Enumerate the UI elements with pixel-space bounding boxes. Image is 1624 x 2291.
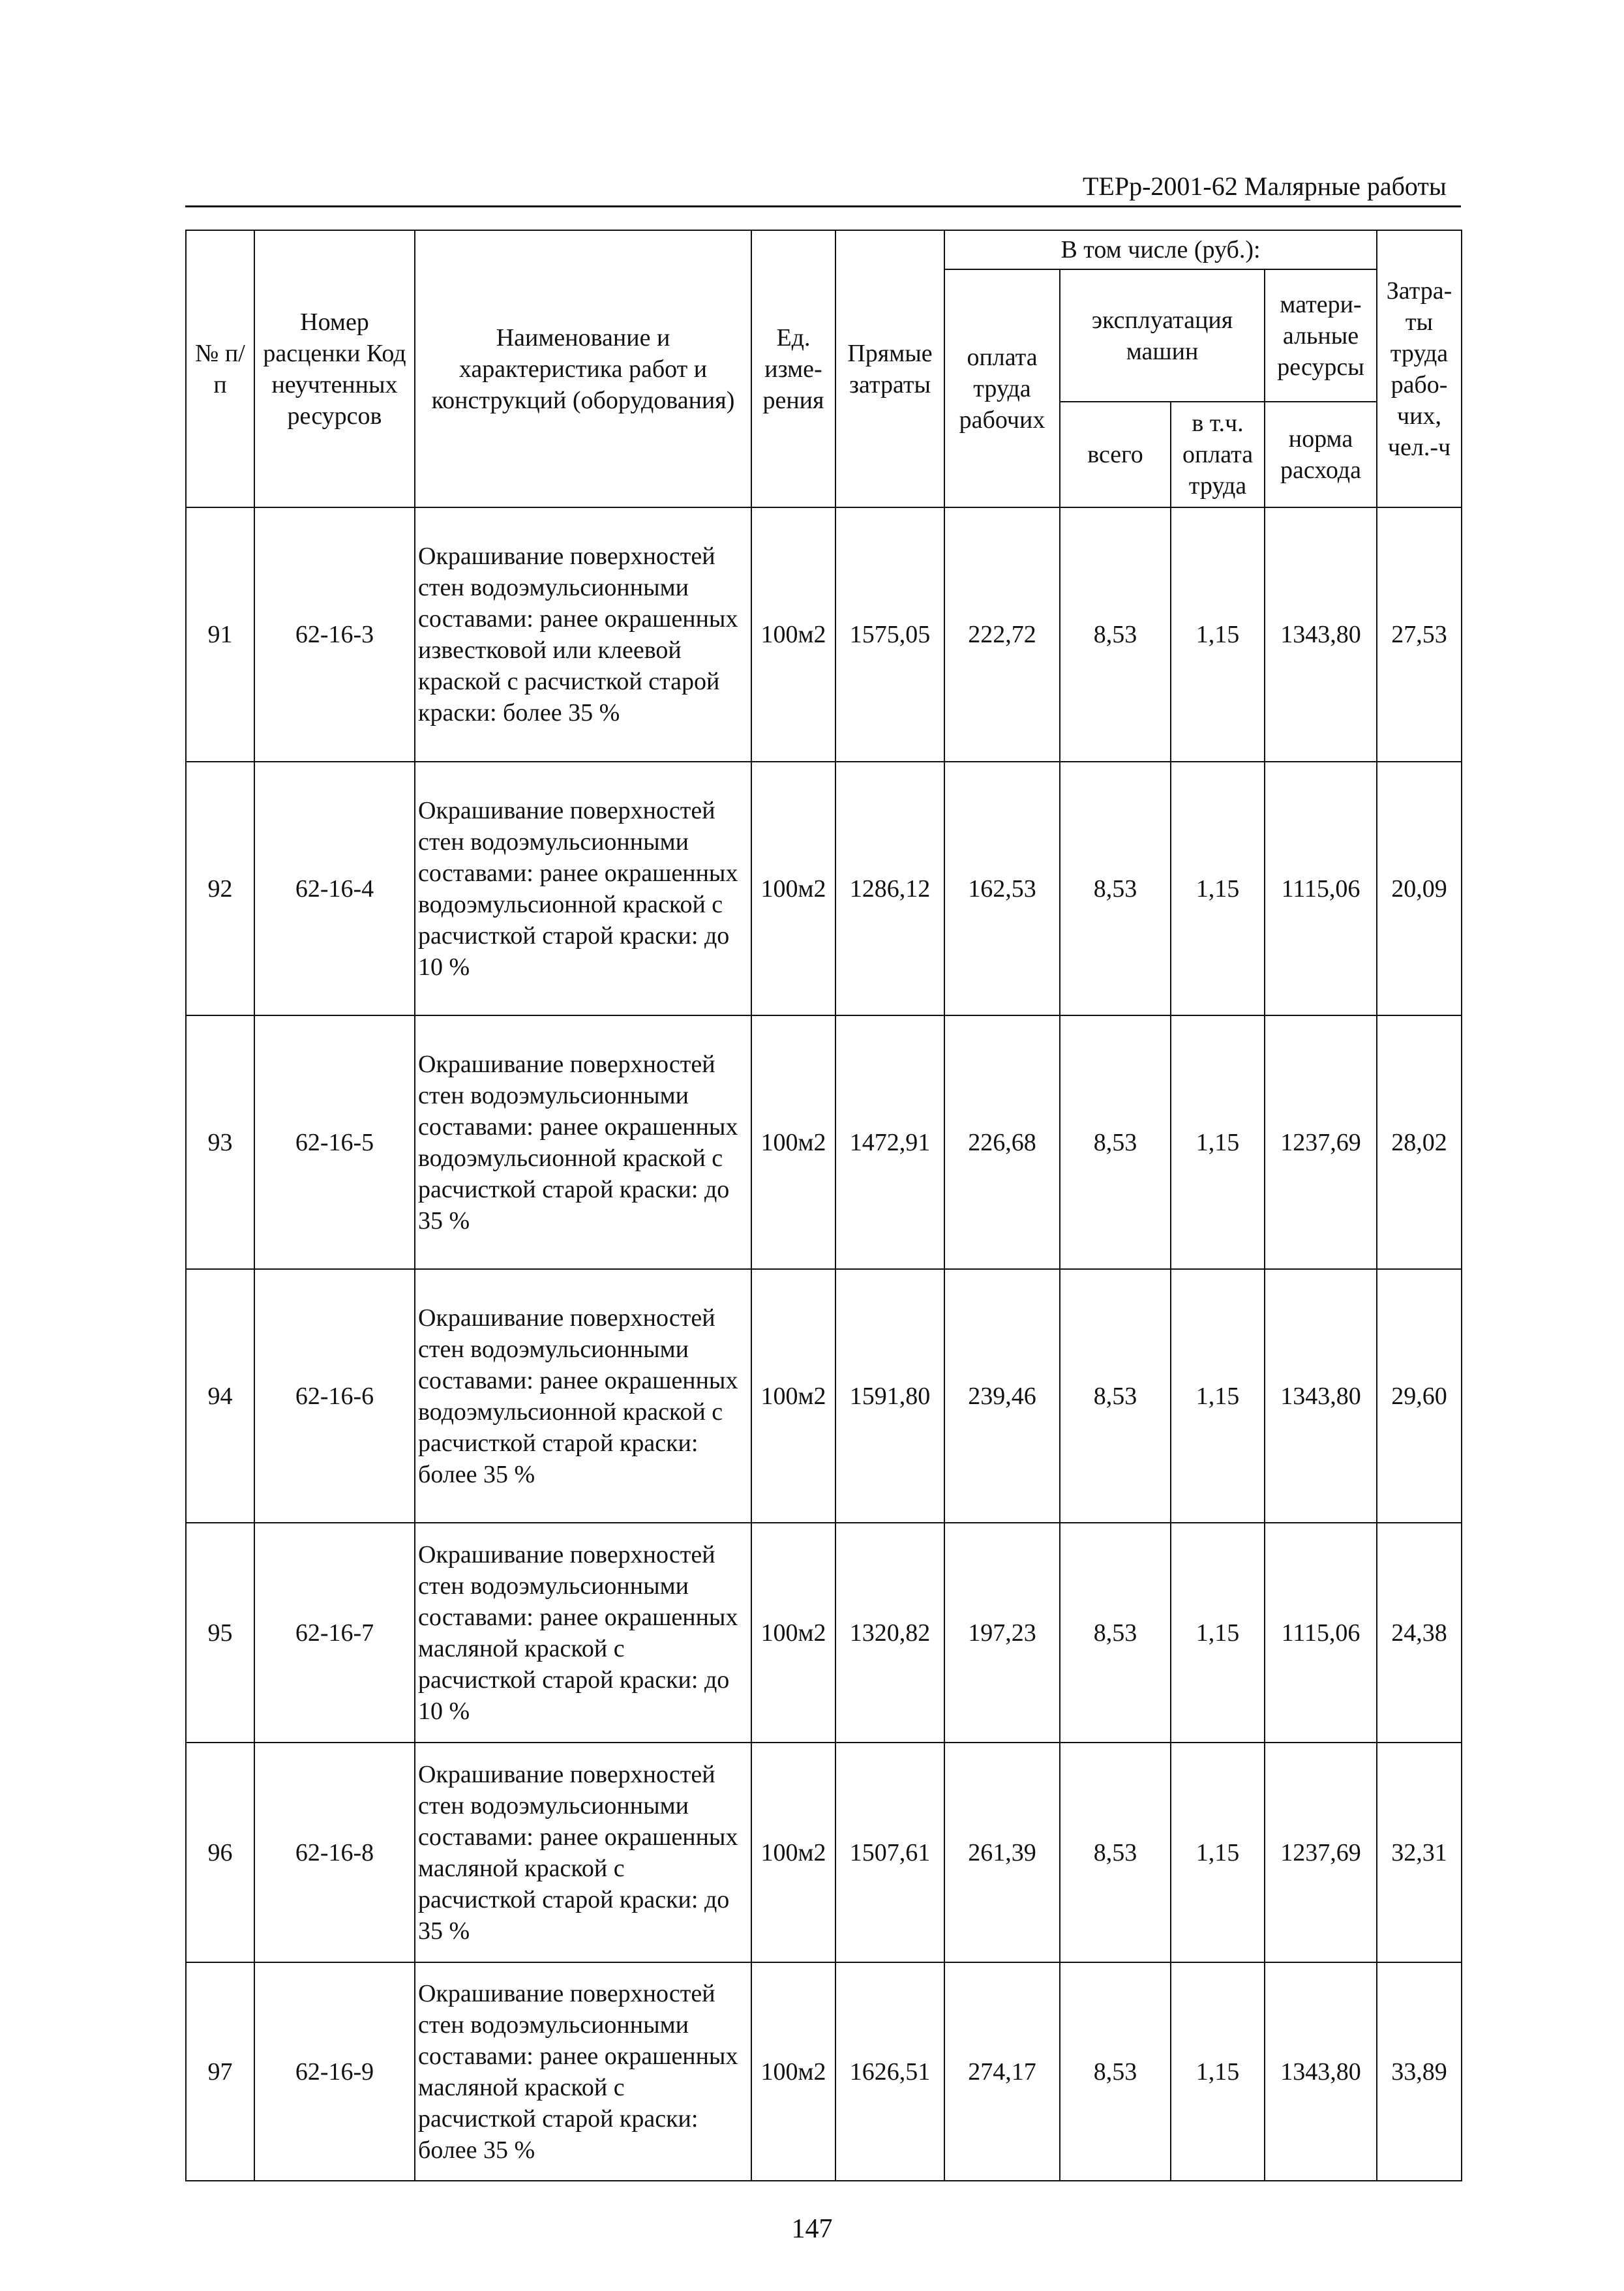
row-wages: 261,39	[944, 1743, 1060, 1962]
row-direct-costs: 1575,05	[835, 507, 944, 762]
row-machines-wages: 1,15	[1171, 507, 1265, 762]
row-labor: 29,60	[1377, 1269, 1462, 1523]
row-code: 62-16-6	[254, 1269, 415, 1523]
row-machines-total: 8,53	[1060, 762, 1171, 1015]
row-machines-wages: 1,15	[1171, 1962, 1265, 2181]
row-materials: 1343,80	[1265, 1269, 1377, 1523]
row-materials: 1237,69	[1265, 1743, 1377, 1962]
row-code: 62-16-5	[254, 1015, 415, 1269]
row-wages: 239,46	[944, 1269, 1060, 1523]
row-wages: 274,17	[944, 1962, 1060, 2181]
row-machines-total: 8,53	[1060, 1015, 1171, 1269]
row-machines-wages: 1,15	[1171, 1523, 1265, 1743]
col-header-direct-costs: Прямые затраты	[835, 230, 944, 507]
row-name: Окрашивание поверхностей стен водоэмульсионными составами: ранее окрашенных водоэмульсионной краской с расчисткой старой краски: более 35 %	[415, 1269, 751, 1523]
table-row	[186, 1523, 1462, 1743]
row-wages: 197,23	[944, 1523, 1060, 1743]
table-body	[186, 507, 1462, 2181]
row-direct-costs: 1507,61	[835, 1743, 944, 1962]
table-row	[186, 1015, 1462, 1269]
document-header-title: ТЕРр-2001-62 Малярные работы	[1083, 172, 1447, 201]
row-unit: 100м2	[751, 507, 835, 762]
row-num: 91	[186, 507, 254, 762]
row-machines-wages: 1,15	[1171, 1743, 1265, 1962]
row-machines-wages: 1,15	[1171, 1269, 1265, 1523]
row-num: 92	[186, 762, 254, 1015]
row-materials: 1343,80	[1265, 1962, 1377, 2181]
row-unit: 100м2	[751, 1523, 835, 1743]
row-machines-total: 8,53	[1060, 1962, 1171, 2181]
col-header-machines-wages: в т.ч. оплата труда	[1171, 402, 1265, 507]
table-row	[186, 1743, 1462, 1962]
col-header-including: В том числе (руб.):	[944, 230, 1377, 269]
row-unit: 100м2	[751, 1015, 835, 1269]
row-wages: 162,53	[944, 762, 1060, 1015]
row-machines-wages: 1,15	[1171, 762, 1265, 1015]
row-code: 62-16-7	[254, 1523, 415, 1743]
row-materials: 1115,06	[1265, 762, 1377, 1015]
row-machines-total: 8,53	[1060, 1743, 1171, 1962]
row-num: 97	[186, 1962, 254, 2181]
row-direct-costs: 1320,82	[835, 1523, 944, 1743]
col-header-name: Наименование и характеристика работ и конструкций (оборудования)	[415, 230, 751, 507]
row-num: 95	[186, 1523, 254, 1743]
row-materials: 1115,06	[1265, 1523, 1377, 1743]
page-number: 147	[791, 2214, 833, 2244]
row-code: 62-16-8	[254, 1743, 415, 1962]
row-name: Окрашивание поверхностей стен водоэмульсионными составами: ранее окрашенных известковой или клеевой краской с расчисткой старой краски: более 35 %	[415, 507, 751, 762]
row-labor: 32,31	[1377, 1743, 1462, 1962]
col-header-labor-costs: Затра- ты труда рабо- чих, чел.-ч	[1377, 230, 1462, 507]
row-code: 62-16-4	[254, 762, 415, 1015]
col-header-unit: Ед. изме- рения	[751, 230, 835, 507]
row-num: 93	[186, 1015, 254, 1269]
col-header-code: Номер расценки Код неучтенных ресурсов	[254, 230, 415, 507]
row-name: Окрашивание поверхностей стен водоэмульсионными составами: ранее окрашенных масляной краской с расчисткой старой краски: до 10 %	[415, 1523, 751, 1743]
table-row	[186, 762, 1462, 1015]
col-header-num: № п/п	[186, 230, 254, 507]
row-machines-total: 8,53	[1060, 1269, 1171, 1523]
table-row	[186, 1962, 1462, 2181]
row-wages: 226,68	[944, 1015, 1060, 1269]
row-materials: 1237,69	[1265, 1015, 1377, 1269]
row-machines-total: 8,53	[1060, 1523, 1171, 1743]
row-materials: 1343,80	[1265, 507, 1377, 762]
row-num: 96	[186, 1743, 254, 1962]
row-machines-wages: 1,15	[1171, 1015, 1265, 1269]
row-direct-costs: 1591,80	[835, 1269, 944, 1523]
row-code: 62-16-3	[254, 507, 415, 762]
col-header-wages: оплата труда рабочих	[944, 269, 1060, 507]
row-name: Окрашивание поверхностей стен водоэмульсионными составами: ранее окрашенных водоэмульсионной краской с расчисткой старой краски: до 10 %	[415, 762, 751, 1015]
row-name: Окрашивание поверхностей стен водоэмульсионными составами: ранее окрашенных масляной краской с расчисткой старой краски: более 35 %	[415, 1962, 751, 2181]
rates-table	[185, 230, 1462, 2181]
row-name: Окрашивание поверхностей стен водоэмульсионными составами: ранее окрашенных водоэмульсионной краской с расчисткой старой краски: до 35 %	[415, 1015, 751, 1269]
row-code: 62-16-9	[254, 1962, 415, 2181]
table-header	[186, 230, 1462, 507]
row-direct-costs: 1472,91	[835, 1015, 944, 1269]
row-num: 94	[186, 1269, 254, 1523]
row-direct-costs: 1626,51	[835, 1962, 944, 2181]
row-labor: 20,09	[1377, 762, 1462, 1015]
col-header-machines-total: всего	[1060, 402, 1171, 507]
col-header-machines: эксплуатация машин	[1060, 269, 1265, 402]
row-labor: 27,53	[1377, 507, 1462, 762]
table-row	[186, 1269, 1462, 1523]
row-unit: 100м2	[751, 762, 835, 1015]
col-header-materials: матери- альные ресурсы	[1265, 269, 1377, 402]
row-labor: 33,89	[1377, 1962, 1462, 2181]
col-header-materials-norm: норма расхода	[1265, 402, 1377, 507]
row-wages: 222,72	[944, 507, 1060, 762]
row-unit: 100м2	[751, 1962, 835, 2181]
row-labor: 28,02	[1377, 1015, 1462, 1269]
row-unit: 100м2	[751, 1269, 835, 1523]
row-labor: 24,38	[1377, 1523, 1462, 1743]
row-unit: 100м2	[751, 1743, 835, 1962]
row-machines-total: 8,53	[1060, 507, 1171, 762]
row-direct-costs: 1286,12	[835, 762, 944, 1015]
row-name: Окрашивание поверхностей стен водоэмульсионными составами: ранее окрашенных масляной краской с расчисткой старой краски: до 35 %	[415, 1743, 751, 1962]
table-row	[186, 507, 1462, 762]
header-rule	[185, 205, 1461, 207]
